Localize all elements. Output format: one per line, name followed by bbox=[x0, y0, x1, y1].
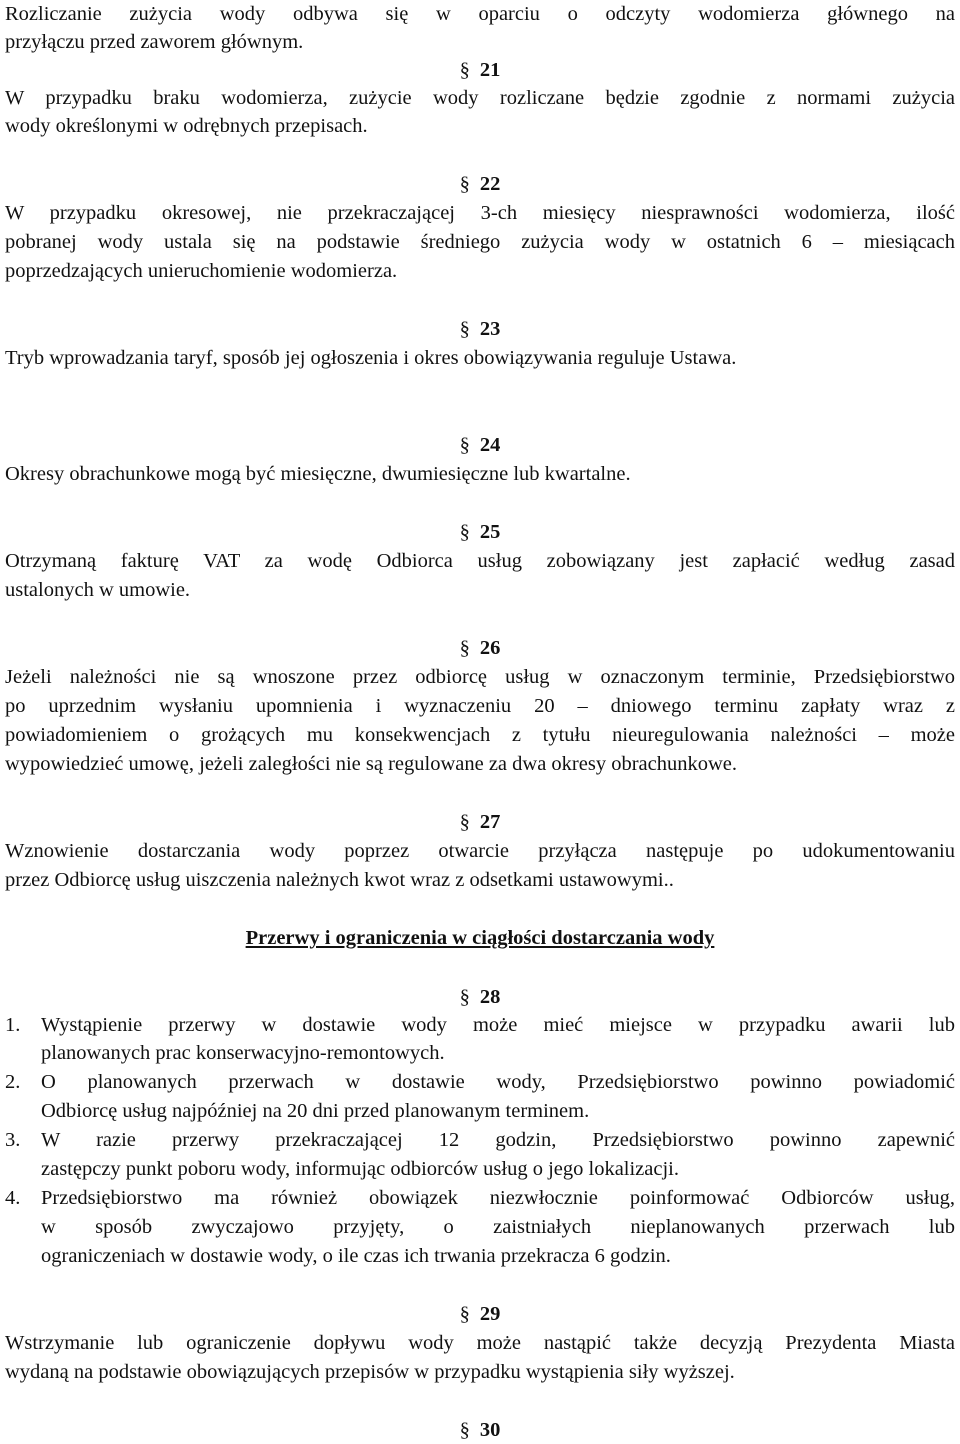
section-21-heading: § 21 bbox=[459, 59, 501, 81]
p29-line-1: Wstrzymanie lub ograniczenie dopływu wody może nastąpić także decyzją Prezydenta Miasta bbox=[5, 1332, 955, 1354]
p24-line-1: Okresy obrachunkowe mogą być miesięczne, dwumiesięczne lub kwartalne. bbox=[5, 463, 631, 485]
section-29-heading: § 29 bbox=[459, 1303, 501, 1325]
list-item-2-line-1: O planowanych przerwach w dostawie wody, Przedsiębiorstwo powinno powiadomić bbox=[41, 1071, 955, 1093]
intro-line-1: Rozliczanie zużycia wody odbywa się w oparciu o odczyty wodomierza głównego na bbox=[5, 3, 955, 25]
intro-line-2: przyłączu przed zaworem głównym. bbox=[5, 31, 304, 53]
p29-line-2: wydaną na podstawie obowiązujących przepisów w przypadku wystąpienia siły wyższej. bbox=[5, 1361, 735, 1383]
section-30-heading: § 30 bbox=[459, 1419, 501, 1441]
list-item-3-line-1: W razie przerwy przekraczającej 12 godzin, Przedsiębiorstwo powinno zapewnić bbox=[41, 1129, 955, 1151]
section-23-heading: § 23 bbox=[459, 318, 501, 340]
p26-line-2: po uprzednim wysłaniu upomnienia i wyznaczeniu 20 – dniowego terminu zapłaty wraz z bbox=[5, 695, 955, 717]
list-item-2-line-2: Odbiorcę usług najpóźniej na 20 dni przed planowanym terminem. bbox=[41, 1100, 590, 1122]
section-25-heading: § 25 bbox=[459, 521, 501, 543]
list-item-3-line-2: zastępczy punkt poboru wody, informując odbiorców usług o jego lokalizacji. bbox=[41, 1158, 679, 1180]
p25-line-1: Otrzymaną fakturę VAT za wodę Odbiorca usług zobowiązany jest zapłacić według zasad bbox=[5, 550, 955, 572]
section-mark: § bbox=[459, 59, 470, 81]
chapter-heading: Przerwy i ograniczenia w ciągłości dostarczania wody bbox=[245, 927, 715, 949]
p27-line-1: Wznowienie dostarczania wody poprzez otwarcie przyłącza następuje po udokumentowaniu bbox=[5, 840, 955, 862]
section-22-heading: § 22 bbox=[459, 173, 501, 195]
p26-line-1: Jeżeli należności nie są wnoszone przez odbiorcę usług w oznaczonym terminie, Przedsiębiorstwo bbox=[5, 666, 955, 688]
list-item-2-number: 2. bbox=[5, 1071, 21, 1093]
section-28-heading: § 28 bbox=[459, 986, 501, 1008]
section-26-heading: § 26 bbox=[459, 637, 501, 659]
p21-line-1: W przypadku braku wodomierza, zużycie wody rozliczane będzie zgodnie z normami zużycia bbox=[5, 87, 955, 109]
p25-line-2: ustalonych w umowie. bbox=[5, 579, 191, 601]
list-item-4-number: 4. bbox=[5, 1187, 21, 1209]
list-item-4-line-2: w sposób zwyczajowo przyjęty, o zaistniałych nieplanowanych przerwach lub bbox=[41, 1216, 955, 1238]
p26-line-3: powiadomieniem o grożących mu konsekwencjach z tytułu nieuregulowania należności – może bbox=[5, 724, 955, 746]
list-item-1-line-1: Wystąpienie przerwy w dostawie wody może mieć miejsce w przypadku awarii lub bbox=[41, 1014, 955, 1036]
p26-line-4: wypowiedzieć umowę, jeżeli zaległości nie są regulowane za dwa okresy obrachunkowe. bbox=[5, 753, 738, 775]
list-item-4-line-3: ograniczeniach w dostawie wody, o ile czas ich trwania przekracza 6 godzin. bbox=[41, 1245, 671, 1267]
p23-line-1: Tryb wprowadzania taryf, sposób jej ogłoszenia i okres obowiązywania reguluje Ustawa. bbox=[5, 347, 737, 369]
list-item-1-number: 1. bbox=[5, 1014, 21, 1036]
list-item-1-line-2: planowanych prac konserwacyjno-remontowych. bbox=[41, 1042, 445, 1064]
p22-line-1: W przypadku okresowej, nie przekraczającej 3-ch miesięcy niesprawności wodomierza, ilość bbox=[5, 202, 955, 224]
p22-line-3: poprzedzających unieruchomienie wodomierza. bbox=[5, 260, 398, 282]
p21-line-2: wody określonymi w odrębnych przepisach. bbox=[5, 115, 368, 137]
p22-line-2: pobranej wody ustala się na podstawie średniego zużycia wody w ostatnich 6 – miesiącach bbox=[5, 231, 955, 253]
section-24-heading: § 24 bbox=[459, 434, 501, 456]
list-item-3-number: 3. bbox=[5, 1129, 21, 1151]
p27-line-2: przez Odbiorcę usług uiszczenia należnych kwot wraz z odsetkami ustawowymi.. bbox=[5, 869, 674, 891]
list-item-4-line-1: Przedsiębiorstwo ma również obowiązek niezwłocznie poinformować Odbiorców usług, bbox=[41, 1187, 955, 1209]
section-27-heading: § 27 bbox=[459, 811, 501, 833]
